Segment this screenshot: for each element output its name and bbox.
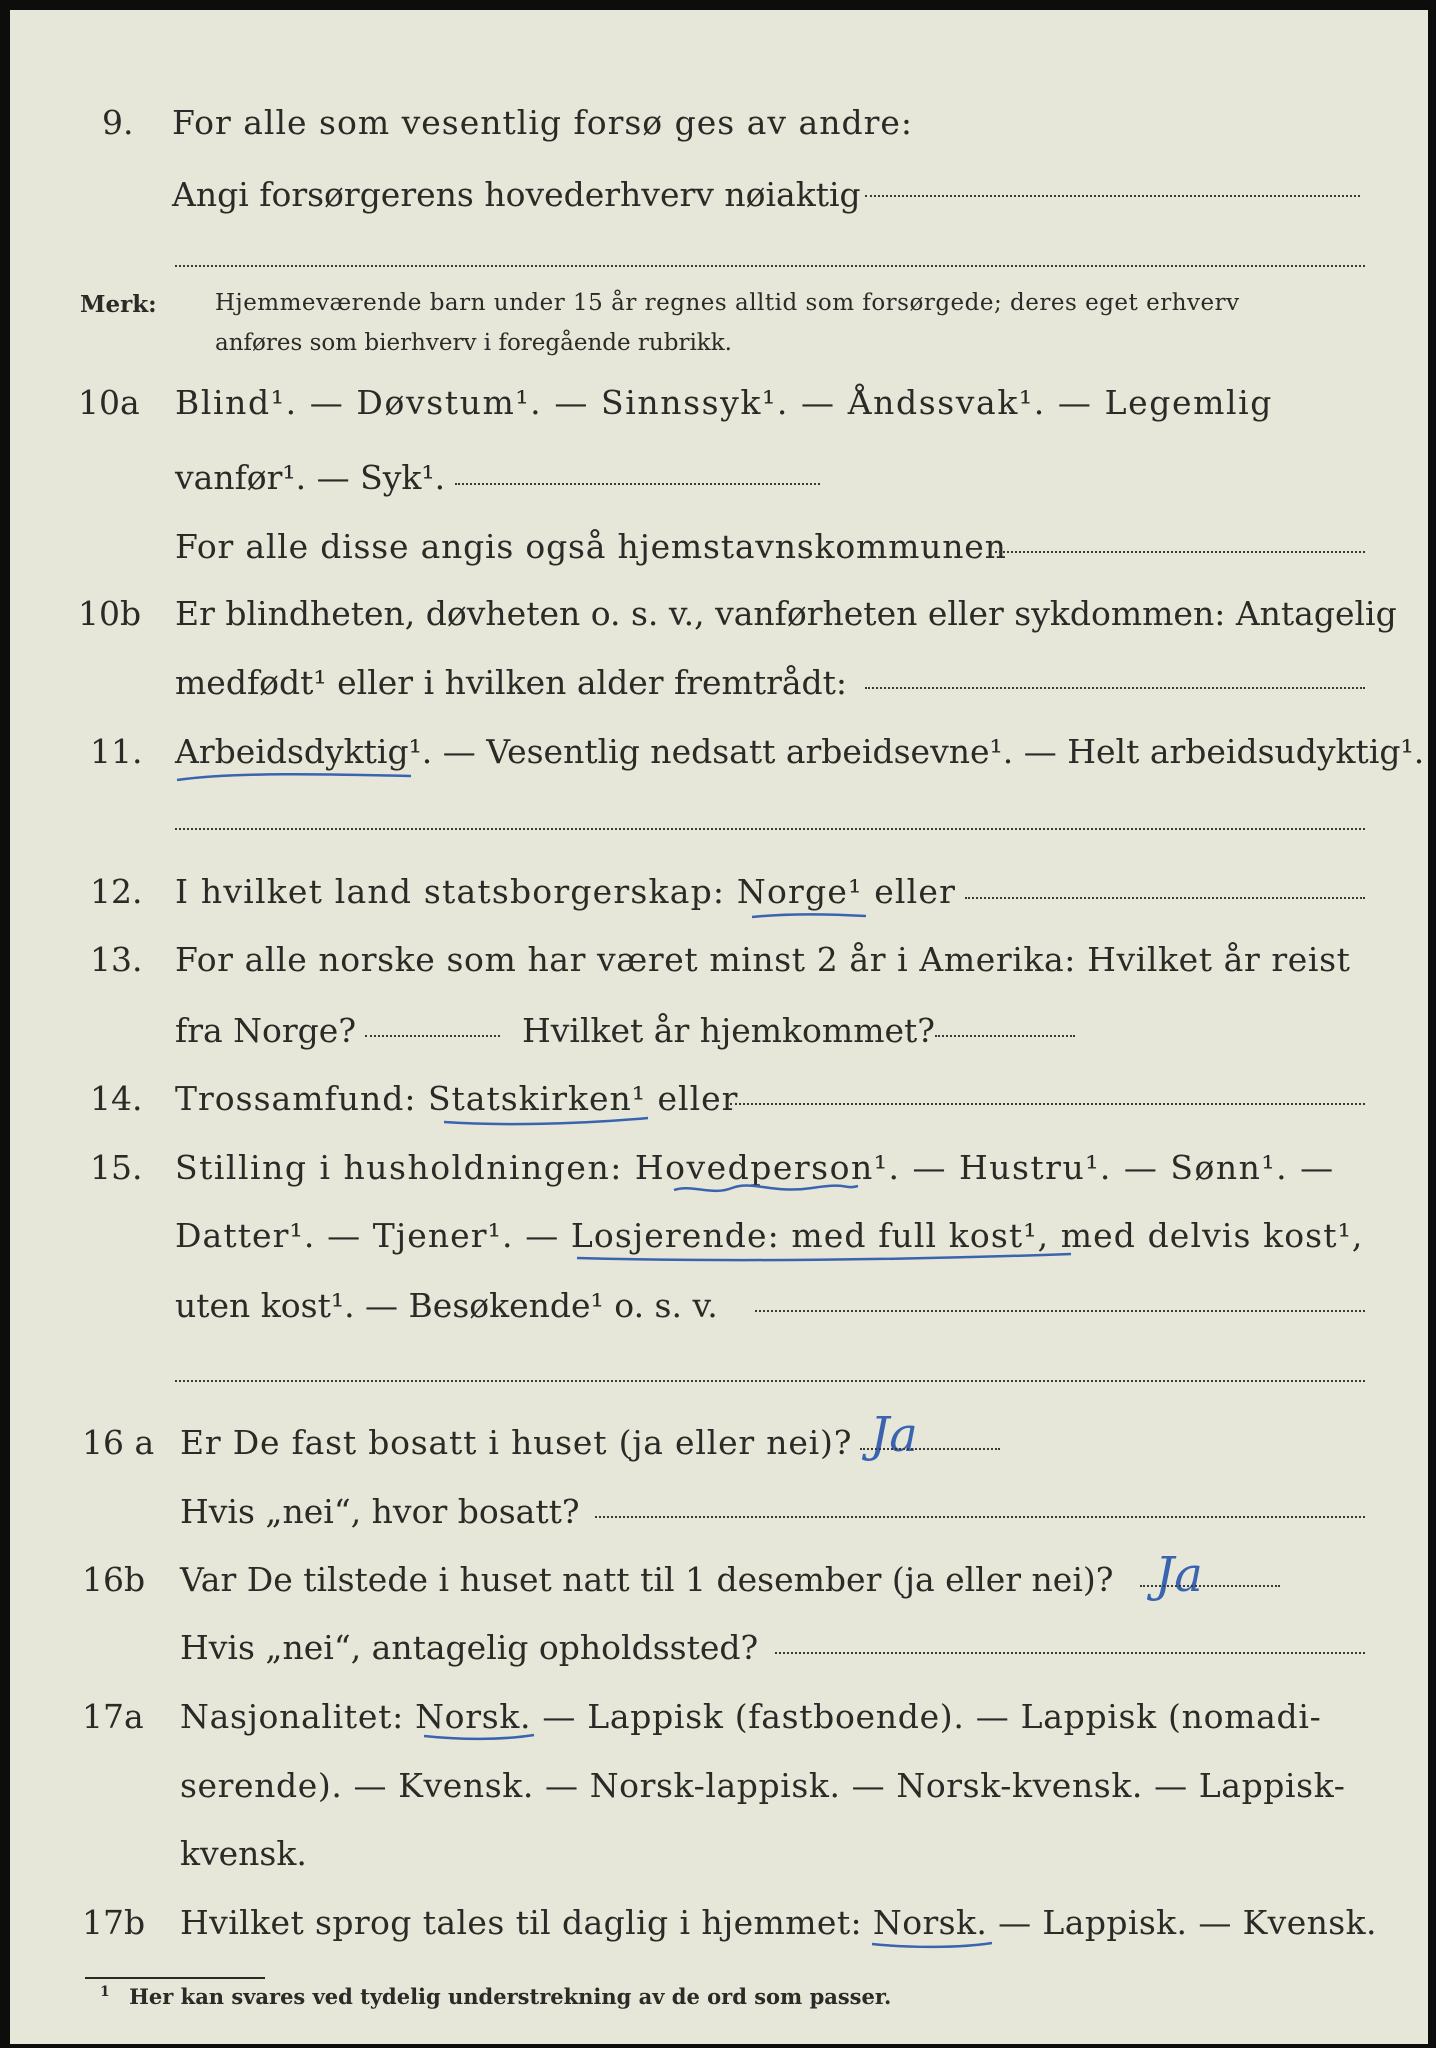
q13-number: 13.: [90, 940, 143, 979]
q12-answer-line: [965, 897, 1365, 899]
q14-answer-line: [730, 1103, 1365, 1105]
q17b-handwritten-underline: [870, 1938, 995, 1954]
q12-number: 12.: [90, 872, 143, 911]
q9-number: 9.: [102, 103, 134, 142]
q15-handwritten-underline-2: [575, 1248, 1075, 1268]
q16a-number: 16 a: [82, 1423, 155, 1462]
q10a-line2: vanfør¹. — Syk¹.: [175, 458, 446, 497]
q11-answer-line: [175, 828, 1365, 830]
q13-hjemkommet-line: [935, 1035, 1075, 1037]
q15-answer-line: [755, 1310, 1365, 1312]
q17a-line1: Nasjonalitet: Norsk. — Lappisk (fastboende). — Lappisk (nomadi-: [180, 1697, 1322, 1736]
q13-line2b: Hvilket år hjemkommet?: [522, 1011, 935, 1050]
q16b-answer-line: [1140, 1585, 1280, 1587]
q12-handwritten-underline: [750, 908, 870, 924]
q16a-handwritten-answer: Ja: [870, 1407, 918, 1463]
q10a-number: 10a: [78, 383, 140, 422]
q11-handwritten-underline: [175, 768, 415, 788]
q16b-line2: Hvis „nei“, antagelig opholdssted?: [180, 1628, 759, 1667]
merk-label: Merk:: [80, 291, 157, 318]
q16b-handwritten-answer: Ja: [1155, 1547, 1203, 1603]
q15-number: 15.: [90, 1148, 143, 1187]
q9-line2: Angi forsørgerens hovederhverv nøiaktig: [172, 175, 861, 214]
q16a-answer-line: [860, 1448, 1000, 1450]
q10a-answer-line: [995, 551, 1365, 553]
q9-extra-line: [175, 265, 1365, 267]
q15-line2: Datter¹. — Tjener¹. — Losjerende: med full kost¹, med delvis kost¹,: [175, 1216, 1364, 1255]
q10a-line3: For alle disse angis også hjemstavnskommunen: [175, 527, 1007, 566]
census-form-page: [10, 10, 1428, 2044]
merk-line2: anføres som bierhverv i foregående rubrikk.: [215, 330, 732, 356]
q10b-line1: Er blindheten, døvheten o. s. v., vanførheten eller sykdommen: Antagelig: [175, 594, 1397, 633]
q16b-number: 16b: [82, 1560, 146, 1599]
q17a-handwritten-underline: [422, 1730, 537, 1746]
q17a-line2: serende). — Kvensk. — Norsk-lappisk. — Norsk-kvensk. — Lappisk-: [180, 1766, 1346, 1805]
q13-reist-line: [365, 1035, 500, 1037]
q12-line1: I hvilket land statsborgerskap: Norge¹ eller: [175, 872, 957, 911]
q17b-line1: Hvilket sprog tales til daglig i hjemmet: Norsk. — Lappisk. — Kvensk.: [180, 1903, 1377, 1942]
q16a-bosatt-line: [595, 1516, 1365, 1518]
q9-line1: For alle som vesentlig forsø ges av andre:: [172, 103, 913, 142]
q17b-number: 17b: [82, 1903, 146, 1942]
q13-line1: For alle norske som har været minst 2 år i Amerika: Hvilket år reist: [175, 940, 1351, 979]
q10b-answer-line: [865, 687, 1365, 689]
q14-number: 14.: [90, 1079, 143, 1118]
merk-line1: Hjemmeværende barn under 15 år regnes alltid som forsørgede; deres eget erhverv: [215, 290, 1240, 316]
q14-handwritten-underline: [442, 1114, 652, 1132]
q16b-opholdssted-line: [775, 1652, 1365, 1654]
q16a-line2: Hvis „nei“, hvor bosatt?: [180, 1492, 580, 1531]
q15-handwritten-underline-1: [672, 1180, 862, 1202]
q13-line2: fra Norge?: [175, 1011, 357, 1050]
q15-line1: Stilling i husholdningen: Hovedperson¹. — Hustru¹. — Sønn¹. —: [175, 1148, 1335, 1187]
q10a-syk-line: [455, 483, 820, 485]
q16b-line1: Var De tilstede i huset natt til 1 desember (ja eller nei)?: [180, 1560, 1114, 1599]
q17a-line3: kvensk.: [180, 1834, 307, 1873]
q14-line1: Trossamfund: Statskirken¹ eller: [175, 1079, 739, 1118]
footnote-mark: 1: [100, 1984, 110, 2000]
q9-answer-line: [865, 195, 1360, 197]
q16a-line1: Er De fast bosatt i huset (ja eller nei)?: [180, 1423, 853, 1462]
footnote: [100, 1984, 891, 2009]
q11-number: 11.: [90, 732, 143, 771]
q10a-line1: Blind¹. — Døvstum¹. — Sinnssyk¹. — Åndssvak¹. — Legemlig: [175, 383, 1274, 422]
q10b-line2: medfødt¹ eller i hvilken alder fremtrådt:: [175, 663, 848, 702]
q11-line1: Arbeidsdyktig¹. — Vesentlig nedsatt arbeidsevne¹. — Helt arbeidsudyktig¹.: [175, 732, 1425, 771]
q17a-number: 17a: [82, 1697, 144, 1736]
footnote-rule: [85, 1977, 265, 1979]
q15-extra-line: [175, 1380, 1365, 1382]
footnote-text: Her kan svares ved tydelig understrekning av de ord som passer.: [129, 1984, 892, 2009]
q10b-number: 10b: [78, 594, 142, 633]
q15-line3: uten kost¹. — Besøkende¹ o. s. v.: [175, 1286, 718, 1325]
